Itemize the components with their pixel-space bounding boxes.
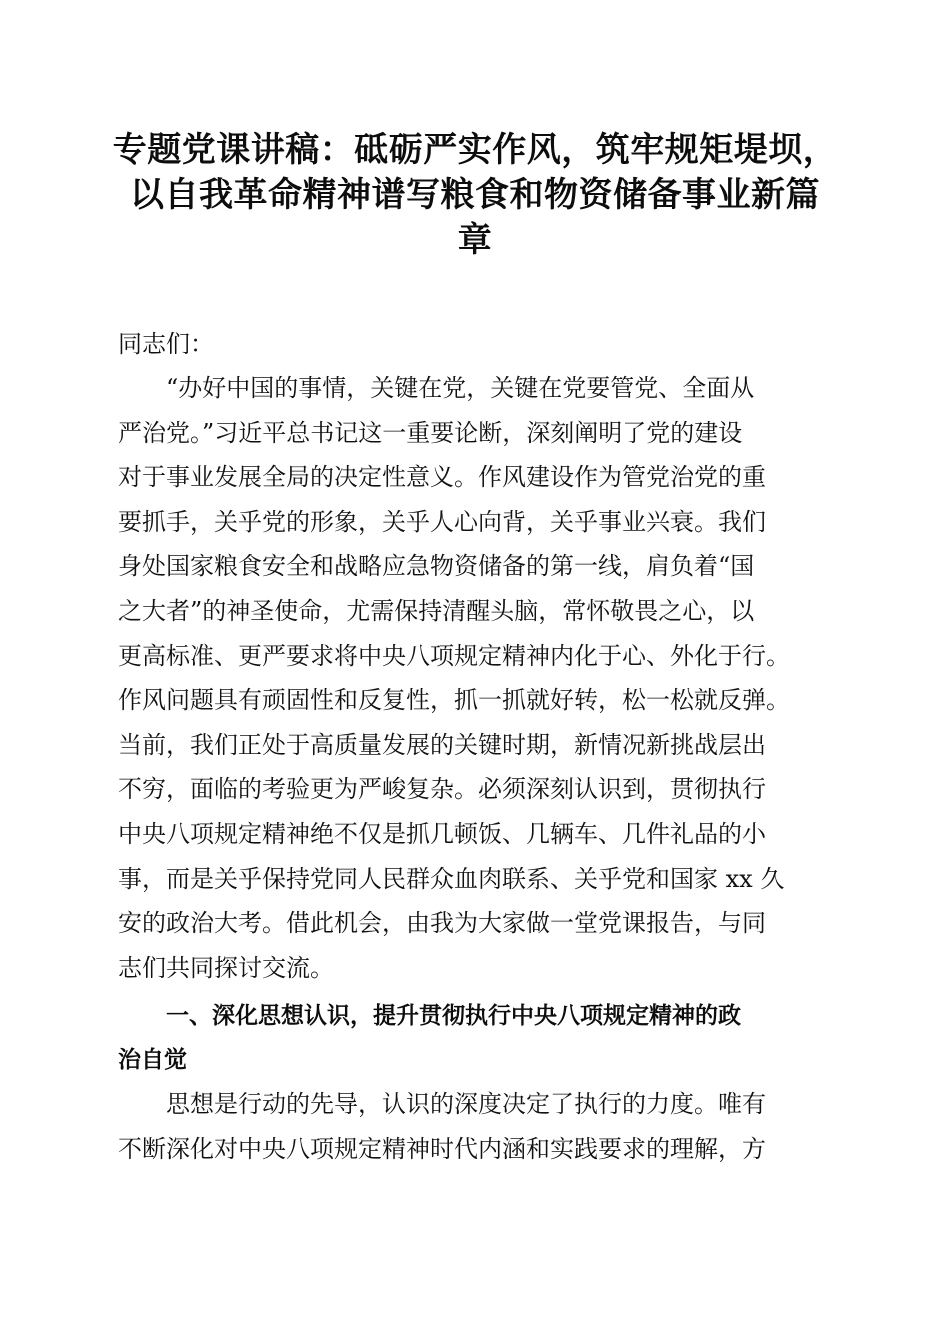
paragraph-line: 志们共同探讨交流。 (118, 953, 334, 982)
section-paragraph (118, 1082, 834, 1171)
paragraph-line: 不穷，面临的考验更为严峻复杂。必须深刻认识到，贯彻执行 (118, 775, 766, 804)
document-title (110, 128, 840, 263)
intro-paragraph (118, 366, 834, 990)
title-line: 章 (457, 220, 493, 260)
salutation: 同志们： (118, 330, 214, 358)
paragraph-line: 要抓手，关乎党的形象，关乎人心向背，关乎事业兴衰。我们 (118, 507, 766, 536)
paragraph-line: 严治党。”习近平总书记这一重要论断，深刻阐明了党的建设 (118, 418, 743, 447)
heading-line: 一、深化思想认识，提升贯彻执行中央八项规定精神的政 (166, 1003, 741, 1029)
paragraph-line: 中央八项规定精神绝不仅是抓几顿饭、几辆车、几件礼品的小 (118, 819, 766, 848)
title-line: 专题党课讲稿：砥砺严实作风，筑牢规矩堤坝， (112, 130, 838, 170)
heading-line: 治自觉 (118, 1047, 187, 1073)
paragraph-line: 对于事业发展全局的决定性意义。作风建设作为管党治党的重 (118, 463, 766, 492)
paragraph-line: 不断深化对中央八项规定精神时代内涵和实践要求的理解，方 (118, 1134, 766, 1163)
paragraph-line: 思想是行动的先导，认识的深度决定了执行的力度。唯有 (166, 1090, 766, 1118)
paragraph-line: 当前，我们正处于高质量发展的关键时期，新情况新挑战层出 (118, 730, 766, 759)
paragraph-line: 之大者”的神圣使命，尤需保持清醒头脑，常怀敬畏之心，以 (118, 596, 755, 625)
paragraph-line: 更高标准、更严要求将中央八项规定精神内化于心、外化于行。 (118, 641, 790, 670)
paragraph-line: 安的政治大考。借此机会，由我为大家做一堂党课报告，与同 (118, 909, 766, 938)
paragraph-line: “办好中国的事情，关键在党，关键在党要管党、全面从 (166, 374, 755, 402)
title-line: 以自我革命精神谱写粮食和物资储备事业新篇 (130, 175, 820, 215)
section-heading (118, 994, 834, 1082)
paragraph-line: 作风问题具有顽固性和反复性，抓一抓就好转，松一松就反弹。 (118, 686, 790, 715)
paragraph-line: 事，而是关乎保持党同人民群众血肉联系、关乎党和国家 xx 久 (118, 864, 785, 893)
paragraph-line: 身处国家粮食安全和战略应急物资储备的第一线，肩负着“国 (118, 552, 755, 581)
